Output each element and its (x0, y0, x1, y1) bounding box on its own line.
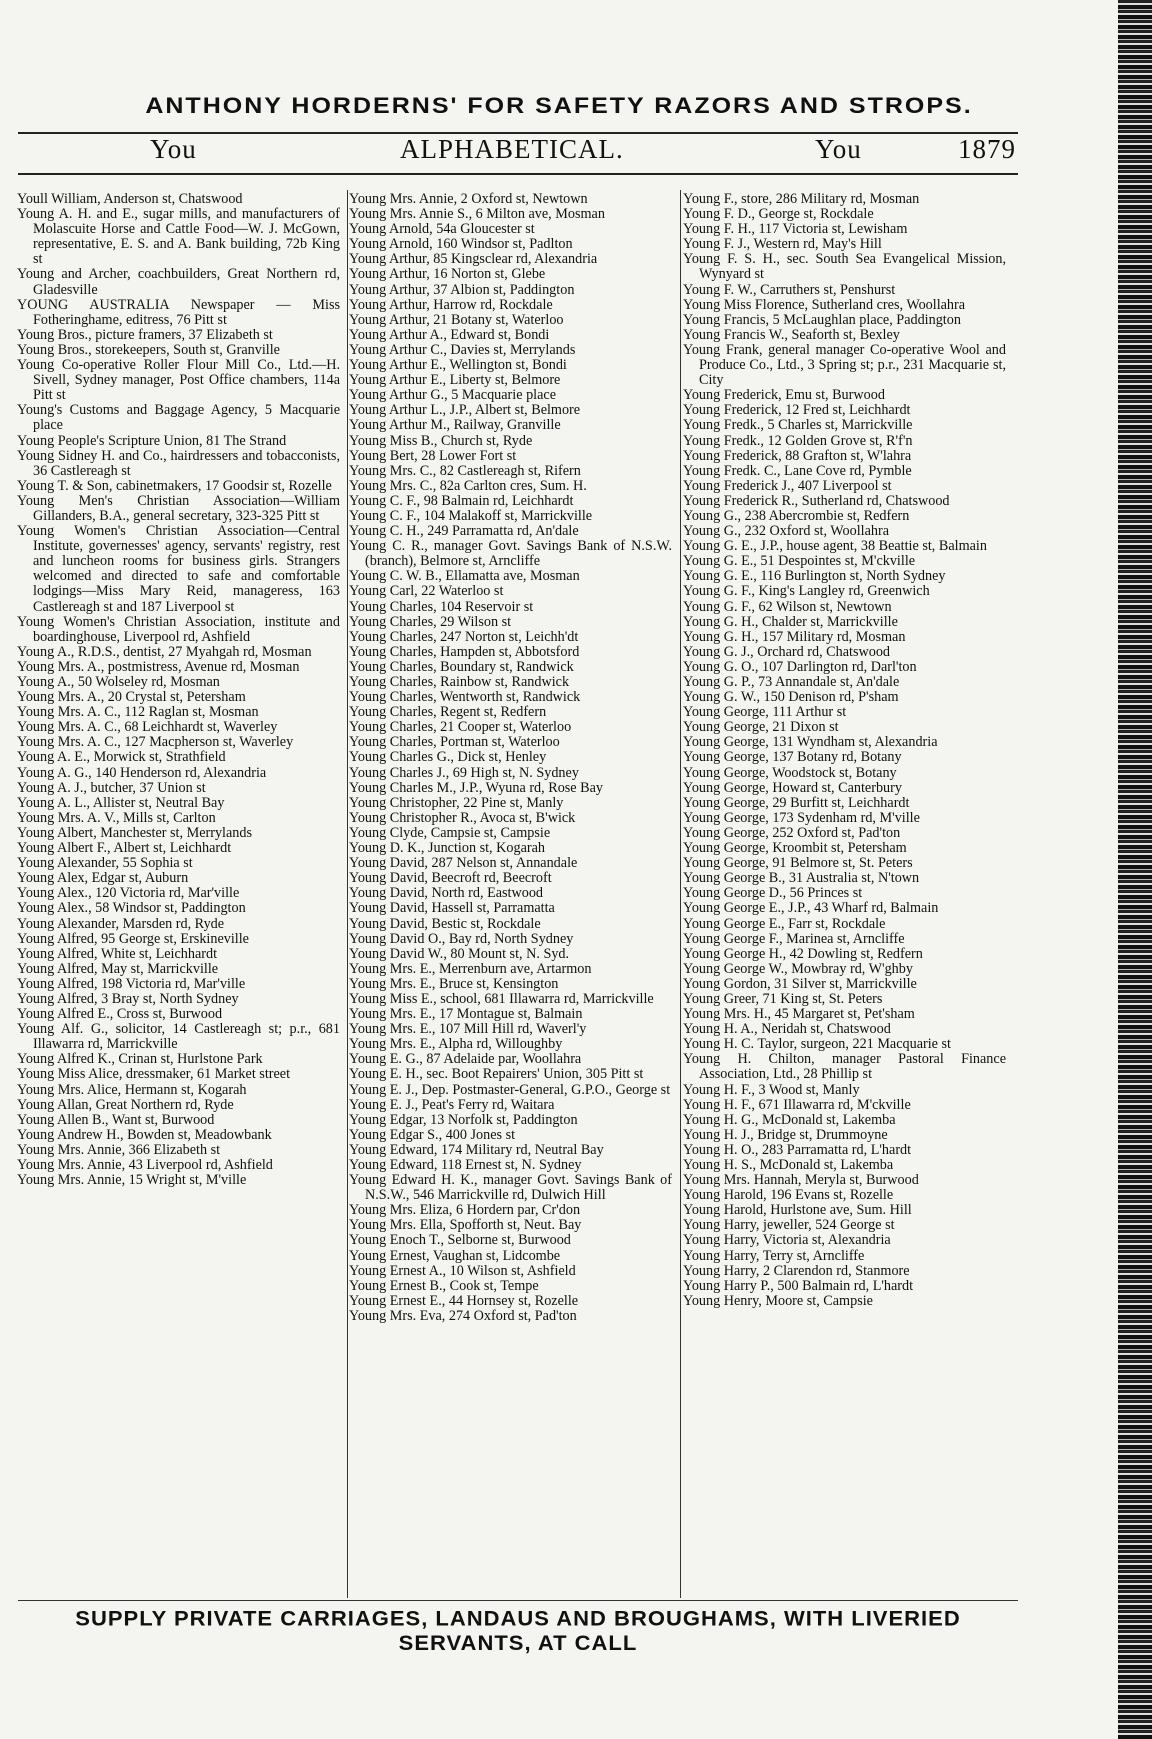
column-divider (347, 190, 348, 1598)
directory-entry: Young C. W. B., Ellamatta ave, Mosman (349, 568, 580, 585)
directory-entry: Young Arnold, 54a Gloucester st (349, 221, 535, 238)
directory-entry: Young F. H., 117 Victoria st, Lewisham (683, 221, 908, 238)
directory-entry: Young George, 173 Sydenham rd, M'ville (683, 809, 920, 826)
directory-entry: Young Mrs. Hannah, Meryla st, Burwood (683, 1172, 919, 1189)
directory-entry: Young Harry, Victoria st, Alexandria (683, 1232, 891, 1249)
directory-entry: Young G. O., 107 Darlington rd, Darl'ton (683, 658, 917, 675)
directory-entry: Young Gordon, 31 Silver st, Marrickville (683, 975, 917, 992)
directory-entry: Young Arnold, 160 Windsor st, Padlton (349, 236, 573, 253)
directory-entry: Young G. H., Chalder st, Marrickville (683, 613, 898, 630)
directory-entry: Young David W., 80 Mount st, N. Syd. (349, 945, 570, 962)
directory-entry: Young Fredk., 12 Golden Grove st, R'f'n (683, 432, 913, 449)
directory-entry: Young David, Hassell st, Parramatta (349, 900, 555, 917)
directory-entry: Young Albert, Manchester st, Merrylands (17, 824, 252, 841)
directory-entry: Young Clyde, Campsie st, Campsie (349, 824, 551, 841)
directory-entry: Young Charles, Rainbow st, Randwick (349, 674, 570, 690)
directory-entry: Young Francis W., Seaforth st, Bexley (683, 326, 900, 343)
scan-edge (1118, 0, 1152, 1739)
directory-entry: Young Arthur, 37 Albion st, Paddington (349, 281, 575, 298)
directory-entry: Young Mrs. A. V., Mills st, Carlton (17, 809, 216, 826)
directory-entry: Young George F., Marinea st, Arncliffe (683, 930, 905, 947)
directory-entry: Young Charles, 29 Wilson st (349, 613, 512, 630)
directory-entry: Young Charles, Hampden st, Abbotsford (349, 643, 580, 660)
directory-entry: Young T. & Son, cabinetmakers, 17 Goodsir st, Rozelle (17, 477, 332, 494)
directory-entry: Young H. O., 283 Parramatta rd, L'hardt (683, 1141, 912, 1158)
directory-entry: Young H. F., 671 Illawarra rd, M'ckville (683, 1096, 911, 1113)
directory-entry: Young F., store, 286 Military rd, Mosman (683, 191, 920, 207)
directory-entry: Young Alfred E., Cross st, Burwood (17, 1006, 223, 1023)
directory-entry: Young A., 50 Wolseley rd, Mosman (17, 674, 220, 690)
directory-entry: Young Alfred, 3 Bray st, North Sydney (17, 990, 239, 1007)
directory-entry: Young Arthur, 21 Botany st, Waterloo (349, 311, 564, 328)
directory-entry: Young Alfred, 95 George st, Erskineville (17, 930, 249, 947)
directory-entry: Young G. J., Orchard rd, Chatswood (683, 643, 891, 660)
page-number: 1879 (958, 134, 1016, 164)
directory-entry: Young Alfred K., Crinan st, Hurlstone Park (17, 1051, 263, 1068)
directory-entry: Young Mrs. A., postmistress, Avenue rd, Mosman (17, 658, 300, 675)
directory-entry: Young Mrs. Annie, 43 Liverpool rd, Ashfield (17, 1157, 273, 1173)
directory-entry: Young Alexander, 55 Sophia st (17, 855, 193, 872)
directory-entry: Young A. H. and E., sugar mills, and manufacturers of Molascuite Horse and Cattle Food—W. J. McGown, representative, E. S. and A. Bank building, 72b King st (17, 206, 340, 268)
directory-entry: Young Alex., 58 Windsor st, Paddington (17, 900, 246, 917)
directory-entry: Young H. Chilton, manager Pastoral Finance Association, Ltd., 28 Phillip st (683, 1051, 1006, 1083)
directory-entry: Young Charles G., Dick st, Henley (349, 749, 547, 766)
directory-entry: Young G. E., 116 Burlington st, North Sydney (683, 568, 946, 585)
directory-entry: Young George, 111 Arthur st (683, 704, 847, 721)
directory-entry: Young Mrs. Ella, Spofforth st, Neut. Bay (349, 1217, 582, 1234)
directory-entry: Young George W., Mowbray rd, W'ghby (683, 960, 913, 977)
directory-column-3 (683, 192, 1006, 1309)
directory-entry: Young Bros., storekeepers, South st, Granville (17, 341, 280, 358)
directory-entry: Young Arthur L., J.P., Albert st, Belmore (349, 402, 581, 419)
directory-entry: Young George E., Farr st, Rockdale (683, 915, 886, 932)
directory-entry: Young George, 21 Dixon st (683, 719, 839, 736)
bottom-rule (18, 1600, 1018, 1601)
directory-entry: Young Charles, Boundary st, Randwick (349, 658, 574, 675)
directory-entry: Young H. S., McDonald st, Lakemba (683, 1157, 894, 1173)
running-header (150, 134, 1015, 170)
directory-entry: Young David, 287 Nelson st, Annandale (349, 855, 578, 872)
directory-entry: Young George, Woodstock st, Botany (683, 764, 897, 781)
column-divider (680, 190, 681, 1598)
directory-entry: Young Miss Alice, dressmaker, 61 Market street (17, 1066, 291, 1083)
directory-entry: Young Charles J., 69 High st, N. Sydney (349, 764, 579, 781)
directory-entry: Young Mrs. Eva, 274 Oxford st, Pad'ton (349, 1307, 577, 1324)
directory-entry: Young Frederick, 12 Fred st, Leichhardt (683, 402, 911, 419)
directory-entry: Young Charles, 104 Reservoir st (349, 598, 534, 615)
directory-entry: Young G. E., J.P., house agent, 38 Beattie st, Balmain (683, 538, 987, 555)
directory-entry: Young George, 91 Belmore st, St. Peters (683, 855, 913, 872)
directory-entry: Young H. A., Neridah st, Chatswood (683, 1021, 891, 1038)
directory-entry: Young C. R., manager Govt. Savings Bank of N.S.W. (branch), Belmore st, Arncliffe (349, 538, 672, 570)
directory-entry: Young Mrs. A., 20 Crystal st, Petersham (17, 689, 246, 706)
directory-entry: Young C. H., 249 Parramatta rd, An'dale (349, 523, 579, 540)
directory-entry: Young A. J., butcher, 37 Union st (17, 779, 206, 796)
directory-entry: Young Women's Christian Association—Central Institute, governesses' agency, servants' registry, rest and luncheon rooms for business girls. Strangers welcomed and directed to safe and comfortable lodgings—Miss Mary Reid, manageress, 163 Castlereagh st and 187 Liverpool st (17, 523, 340, 615)
top-advertisement-banner: ANTHONY HORDERNS' FOR SAFETY RAZORS AND STROPS. (145, 93, 973, 119)
directory-entry: Young Arthur E., Wellington st, Bondi (349, 357, 567, 374)
directory-entry: Young Charles, 247 Norton st, Leichh'dt (349, 628, 579, 645)
directory-entry: Young Christopher, 22 Pine st, Manly (349, 794, 564, 811)
directory-entry: Young Mrs. E., 17 Montague st, Balmain (349, 1006, 583, 1023)
directory-entry: Young Alexander, Marsden rd, Ryde (17, 915, 225, 932)
directory-entry: Young Bert, 28 Lower Fort st (349, 447, 517, 464)
directory-entry: Young Bros., picture framers, 37 Elizabeth st (17, 326, 273, 343)
directory-entry: Young G., 232 Oxford st, Woollahra (683, 523, 890, 540)
directory-entry: Young Men's Christian Association—William Gillanders, B.A., general secretary, 323-325 Pitt st (17, 492, 340, 524)
directory-entry: Young Harry, 2 Clarendon rd, Stanmore (683, 1262, 910, 1279)
directory-entry: Young Harry P., 500 Balmain rd, L'hardt (683, 1277, 914, 1294)
directory-entry: Young Charles M., J.P., Wyuna rd, Rose Bay (349, 779, 604, 796)
directory-entry: Young Miss Florence, Sutherland cres, Woollahra (683, 296, 966, 313)
directory-entry: Young E. J., Dep. Postmaster-General, G.P.O., George st (349, 1081, 671, 1098)
directory-entry: Young F. S. H., sec. South Sea Evangelical Mission, Wynyard st (683, 251, 1006, 283)
directory-entry: Young George E., J.P., 43 Wharf rd, Balmain (683, 900, 939, 917)
directory-entry: Young Mrs. E., Bruce st, Kensington (349, 975, 559, 992)
directory-entry: Young A. G., 140 Henderson rd, Alexandria (17, 764, 267, 781)
directory-entry: Young Edgar S., 400 Jones st (349, 1126, 516, 1143)
directory-entry: Young Arthur, 85 Kingsclear rd, Alexandria (349, 251, 598, 268)
directory-entry: Young Mrs. A. C., 68 Leichhardt st, Waverley (17, 719, 278, 736)
directory-entry: Young E. H., sec. Boot Repairers' Union, 305 Pitt st (349, 1066, 644, 1083)
directory-entry: Young Alfred, May st, Marrickville (17, 960, 219, 977)
directory-entry: Young Ernest E., 44 Hornsey st, Rozelle (349, 1292, 579, 1309)
directory-entry: Young Alfred, 198 Victoria rd, Mar'ville (17, 975, 246, 992)
directory-entry: Young George D., 56 Princes st (683, 885, 863, 902)
directory-entry: Young Greer, 71 King st, St. Peters (683, 990, 883, 1007)
directory-entry: Young Harry, Terry st, Arncliffe (683, 1247, 865, 1264)
directory-entry: Young H. C. Taylor, surgeon, 221 Macquarie st (683, 1036, 951, 1053)
directory-entry: Young Edgar, 13 Norfolk st, Paddington (349, 1111, 578, 1128)
header-section-title: ALPHABETICAL. (400, 134, 624, 164)
directory-entry: Young George, Kroombit st, Petersham (683, 840, 907, 857)
directory-entry: Young Edward H. K., manager Govt. Savings Bank of N.S.W., 546 Marrickville rd, Dulwich Hill (349, 1172, 672, 1204)
directory-entry: Young Mrs. Annie, 15 Wright st, M'ville (17, 1172, 247, 1189)
directory-column-1 (17, 192, 340, 1188)
directory-entry: Young Mrs. Eliza, 6 Hordern par, Cr'don (349, 1202, 581, 1219)
directory-entry: Young Mrs. C., 82a Carlton cres, Sum. H. (349, 477, 587, 494)
directory-entry: Young C. F., 98 Balmain rd, Leichhardt (349, 492, 574, 509)
directory-entry: Young George, 252 Oxford st, Pad'ton (683, 824, 901, 841)
directory-entry: Young George, 29 Burfitt st, Leichhardt (683, 794, 910, 811)
directory-entry: Young Alex, Edgar st, Auburn (17, 870, 189, 887)
directory-entry: Young C. F., 104 Malakoff st, Marrickville (349, 507, 593, 524)
directory-entry: Young Fredk., 5 Charles st, Marrickville (683, 417, 913, 434)
directory-entry: Young Mrs. H., 45 Margaret st, Pet'sham (683, 1006, 915, 1023)
directory-entry: Young G. W., 150 Denison rd, P'sham (683, 689, 899, 706)
directory-entry: Young Fredk. C., Lane Cove rd, Pymble (683, 462, 912, 479)
directory-entry: Young Mrs. Alice, Hermann st, Kogarah (17, 1081, 247, 1098)
directory-entry: Young George, Howard st, Canterbury (683, 779, 902, 796)
directory-entry: YOUNG AUSTRALIA Newspaper — Miss Fotheringhame, editress, 76 Pitt st (17, 296, 340, 328)
directory-entry: Young D. K., Junction st, Kogarah (349, 840, 545, 857)
directory-entry: Young's Customs and Baggage Agency, 5 Macquarie place (17, 402, 340, 434)
directory-entry: Young Ernest A., 10 Wilson st, Ashfield (349, 1262, 576, 1279)
directory-entry: Young Arthur C., Davies st, Merrylands (349, 341, 576, 358)
directory-entry: Young Allan, Great Northern rd, Ryde (17, 1096, 234, 1113)
directory-entry: Young Mrs. Annie, 2 Oxford st, Newtown (349, 191, 588, 207)
directory-entry: Young Edward, 174 Military rd, Neutral Bay (349, 1141, 604, 1158)
header-right-catchword: You (815, 134, 862, 164)
directory-entry: Young Mrs. A. C., 127 Macpherson st, Waverley (17, 734, 294, 751)
directory-entry: Young Charles, Regent st, Redfern (349, 704, 547, 721)
directory-entry: Young George, 137 Botany rd, Botany (683, 749, 902, 766)
directory-entry: Young A. E., Morwick st, Strathfield (17, 749, 226, 766)
directory-entry: Young Mrs. Annie, 366 Elizabeth st (17, 1141, 221, 1158)
directory-entry: Young George H., 42 Dowling st, Redfern (683, 945, 923, 962)
directory-entry: Young H. G., McDonald st, Lakemba (683, 1111, 896, 1128)
directory-entry: Young Ernest, Vaughan st, Lidcombe (349, 1247, 561, 1264)
directory-entry: Young Christopher R., Avoca st, B'wick (349, 809, 576, 826)
directory-entry: Young David O., Bay rd, North Sydney (349, 930, 574, 947)
directory-entry: Young Arthur G., 5 Macquarie place (349, 387, 556, 404)
directory-entry: Young Mrs. E., Alpha rd, Willoughby (349, 1036, 563, 1053)
directory-entry: Young F. W., Carruthers st, Penshurst (683, 281, 896, 298)
directory-entry: Young Charles, Wentworth st, Randwick (349, 689, 581, 706)
directory-entry: Young and Archer, coachbuilders, Great Northern rd, Gladesville (17, 266, 340, 298)
directory-entry: Young Miss B., Church st, Ryde (349, 432, 533, 449)
directory-entry: Young H. F., 3 Wood st, Manly (683, 1081, 860, 1098)
directory-entry: Young Ernest B., Cook st, Tempe (349, 1277, 539, 1294)
directory-entry: Young G. F., King's Langley rd, Greenwich (683, 583, 930, 600)
directory-entry: Young Frank, general manager Co-operative Wool and Produce Co., Ltd., 3 Spring st; p.r., 231 Macquarie st, City (683, 341, 1006, 389)
header-rule (18, 173, 1018, 175)
directory-entry: Young G. F., 62 Wilson st, Newtown (683, 598, 892, 615)
directory-entry: Young Mrs. C., 82 Castlereagh st, Rifern (349, 462, 581, 479)
directory-entry: Young Alfred, White st, Leichhardt (17, 945, 218, 962)
directory-entry: Young Mrs. E., 107 Mill Hill rd, Waverl'y (349, 1021, 587, 1038)
directory-entry: Young Co-operative Roller Flour Mill Co., Ltd.—H. Sivell, Sydney manager, Post Office chambers, 114a Pitt st (17, 357, 340, 404)
directory-entry: Young G., 238 Abercrombie st, Redfern (683, 507, 910, 524)
directory-entry: Young Albert F., Albert st, Leichhardt (17, 840, 232, 857)
directory-entry: Young Mrs. Annie S., 6 Milton ave, Mosman (349, 206, 605, 223)
directory-entry: Young Arthur, 16 Norton st, Glebe (349, 266, 546, 283)
directory-entry: Young Arthur A., Edward st, Bondi (349, 326, 550, 343)
directory-entry: Young Francis, 5 McLaughlan place, Paddington (683, 311, 961, 328)
directory-entry: Young Frederick, Emu st, Burwood (683, 387, 885, 404)
directory-entry: Young Henry, Moore st, Campsie (683, 1292, 873, 1309)
directory-entry: Young A. L., Allister st, Neutral Bay (17, 794, 225, 811)
directory-entry: Young Allen B., Want st, Burwood (17, 1111, 215, 1128)
directory-entry: Young Andrew H., Bowden st, Meadowbank (17, 1126, 272, 1143)
directory-entry: Young F. D., George st, Rockdale (683, 206, 874, 223)
directory-entry: Young Frederick, 88 Grafton st, W'lahra (683, 447, 912, 464)
directory-entry: Young David, North rd, Eastwood (349, 885, 544, 902)
directory-entry: Young Charles, 21 Cooper st, Waterloo (349, 719, 572, 736)
directory-entry: Young George, 131 Wyndham st, Alexandria (683, 734, 938, 751)
directory-entry: Young Miss E., school, 681 Illawarra rd, Marrickville (349, 990, 654, 1007)
directory-entry: Young Mrs. A. C., 112 Raglan st, Mosman (17, 704, 259, 721)
directory-entry: Young A., R.D.S., dentist, 27 Myahgah rd, Mosman (17, 643, 312, 660)
directory-entry: Young Arthur M., Railway, Granville (349, 417, 561, 434)
directory-entry: Young People's Scripture Union, 81 The Strand (17, 432, 287, 449)
directory-entry: Young David, Bestic st, Rockdale (349, 915, 541, 932)
directory-entry: Young George B., 31 Australia st, N'town (683, 870, 920, 887)
directory-entry: Young Harry, jeweller, 524 George st (683, 1217, 895, 1234)
directory-entry: Young Mrs. E., Merrenburn ave, Artarmon (349, 960, 592, 977)
directory-entry: Young Carl, 22 Waterloo st (349, 583, 504, 600)
directory-entry: Young H. J., Bridge st, Drummoyne (683, 1126, 888, 1143)
directory-entry: Young F. J., Western rd, May's Hill (683, 236, 882, 253)
directory-entry: Young Alex., 120 Victoria rd, Mar'ville (17, 885, 240, 902)
directory-entry: Young Alf. G., solicitor, 14 Castlereagh st; p.r., 681 Illawarra rd, Marrickville (17, 1021, 340, 1053)
bottom-advertisement-banner: SUPPLY PRIVATE CARRIAGES, LANDAUS AND BROUGHAMS, WITH LIVERIED SERVANTS, AT CALL (75, 1606, 961, 1655)
directory-entry: Young G. P., 73 Annandale st, An'dale (683, 674, 900, 690)
directory-column-2 (349, 192, 672, 1324)
directory-entry: Young E. J., Peat's Ferry rd, Waitara (349, 1096, 555, 1113)
directory-entry: Young Edward, 118 Ernest st, N. Sydney (349, 1157, 582, 1173)
header-left-catchword: You (150, 134, 197, 164)
directory-entry: Young David, Beecroft rd, Beecroft (349, 870, 552, 887)
directory-entry: Young Charles, Portman st, Waterloo (349, 734, 560, 751)
directory-entry: Young Women's Christian Association, institute and boardinghouse, Liverpool rd, Ashfield (17, 613, 340, 645)
directory-entry: Young Enoch T., Selborne st, Burwood (349, 1232, 571, 1249)
directory-entry: Young Frederick R., Sutherland rd, Chatswood (683, 492, 950, 509)
directory-entry: Young Arthur, Harrow rd, Rockdale (349, 296, 553, 313)
directory-entry: Young Arthur E., Liberty st, Belmore (349, 372, 561, 389)
directory-entry: Young G. H., 157 Military rd, Mosman (683, 628, 906, 645)
directory-entry: Young Harold, Hurlstone ave, Sum. Hill (683, 1202, 912, 1219)
directory-entry: Young G. E., 51 Despointes st, M'ckville (683, 553, 916, 570)
directory-entry: Youll William, Anderson st, Chatswood (17, 191, 243, 207)
directory-entry: Young E. G., 87 Adelaide par, Woollahra (349, 1051, 582, 1068)
directory-entry: Young Sidney H. and Co., hairdressers and tobacconists, 36 Castlereagh st (17, 447, 340, 479)
directory-entry: Young Frederick J., 407 Liverpool st (683, 477, 892, 494)
directory-entry: Young Harold, 196 Evans st, Rozelle (683, 1187, 894, 1204)
